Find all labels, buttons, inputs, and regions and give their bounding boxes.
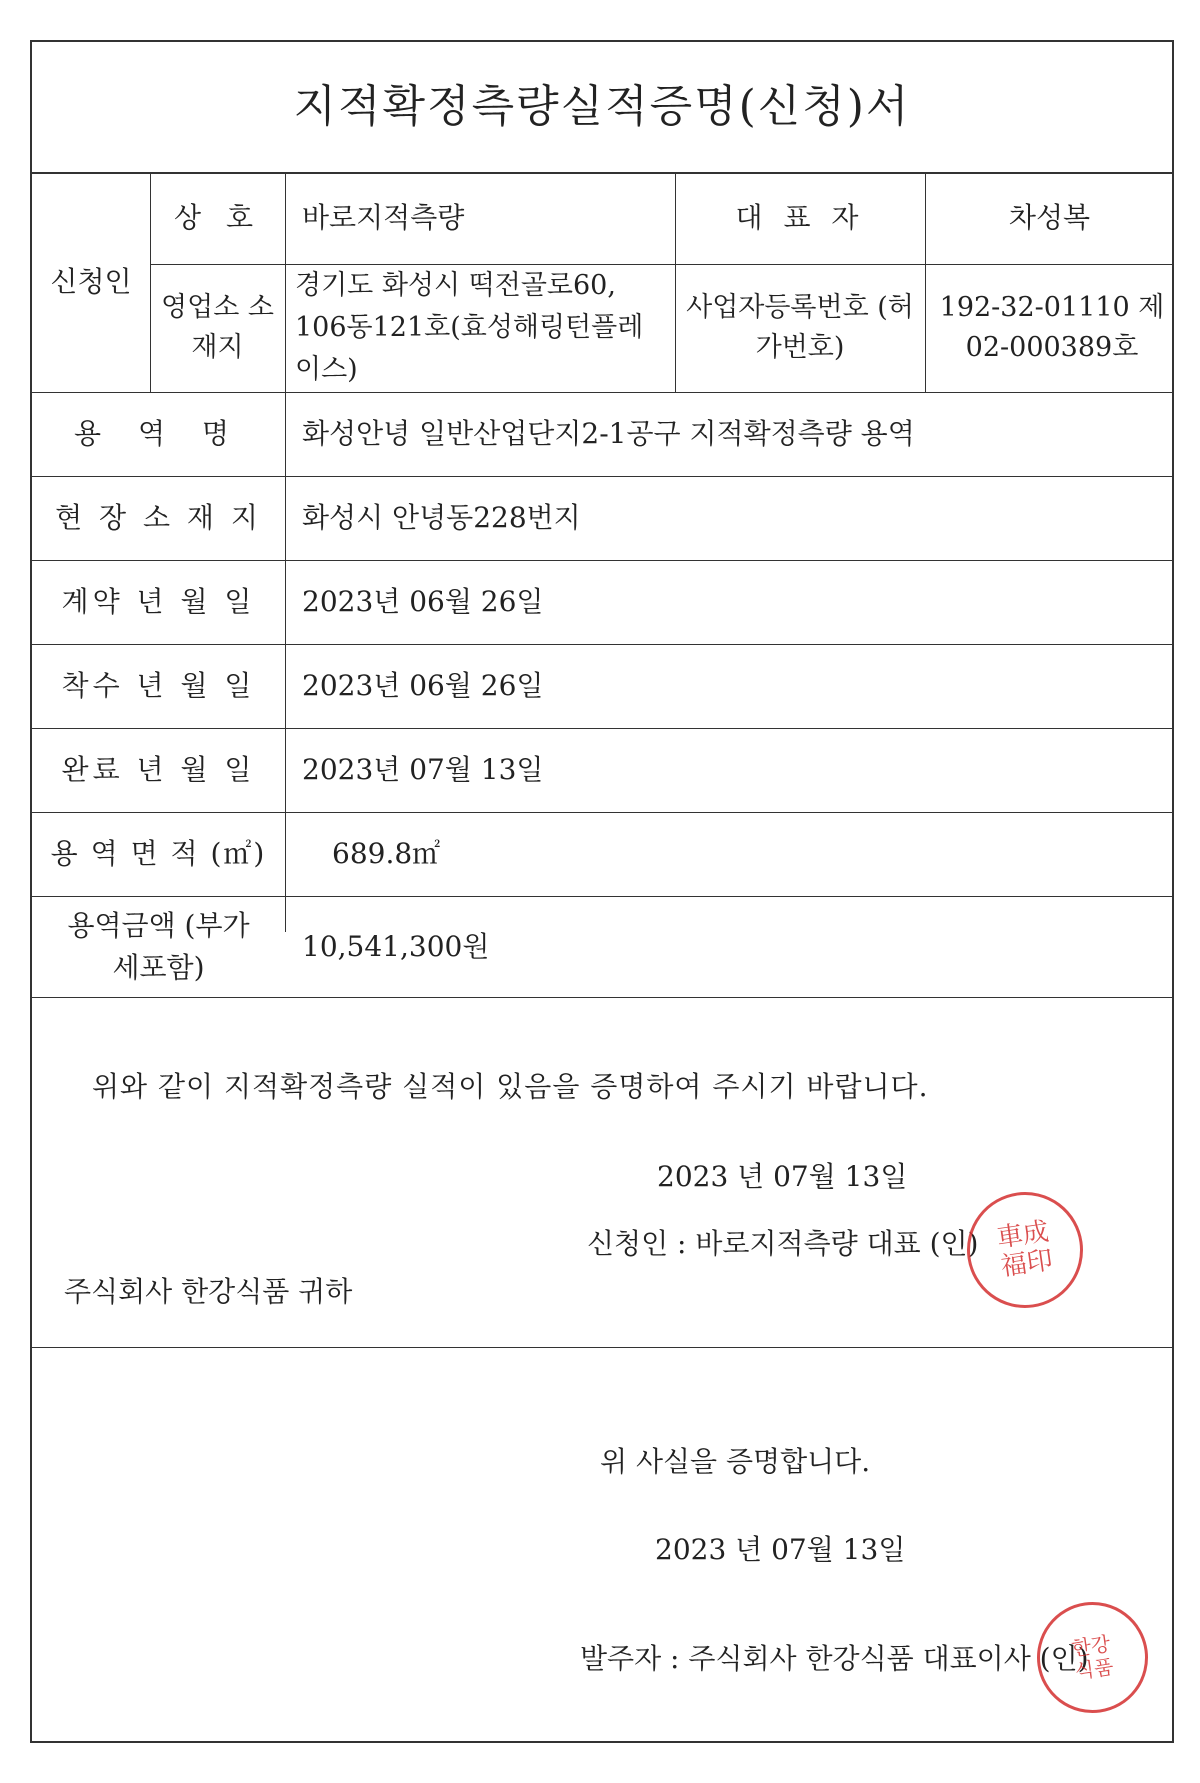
certify-statement: 위 사실을 증명합니다. <box>600 1445 871 1478</box>
applicant-group-label: 신청인 <box>50 265 132 298</box>
site-location-label: 현 장 소 재 지 <box>55 501 262 534</box>
registration-number-label: 사업자등록번호 (허가번호) <box>686 291 914 363</box>
request-date: 2023 년 07월 13일 <box>657 1160 908 1193</box>
request-signer: 신청인 : 바로지적측량 대표 (인) <box>587 1227 979 1260</box>
start-date-value: 2023년 06월 26일 <box>302 669 544 702</box>
site-location-value: 화성시 안녕동228번지 <box>302 501 581 534</box>
service-amount-label: 용역금액 (부가세포함) <box>67 908 250 984</box>
representative-label: 대 표 자 <box>735 201 865 234</box>
client-seal-text: 한강식품 <box>1070 1631 1115 1683</box>
contract-date-label: 계약 년 월 일 <box>61 585 256 618</box>
document-title: 지적확정측량실적증명(신청)서 <box>32 42 1172 174</box>
contract-date-value: 2023년 06월 26일 <box>302 585 544 618</box>
addressee: 주식회사 한강식품 귀하 <box>64 1275 353 1308</box>
client-seal-stamp <box>1030 1595 1155 1720</box>
service-area-label: 용 역 면 적 (㎡) <box>50 837 267 870</box>
client-signer: 발주자 : 주식회사 한강식품 대표이사 (인) <box>580 1642 1089 1675</box>
start-date-label: 착수 년 월 일 <box>61 669 256 702</box>
company-label: 상 호 <box>174 201 261 234</box>
request-statement: 위와 같이 지적확정측량 실적이 있음을 증명하여 주시기 바랍니다. <box>92 1070 929 1103</box>
service-area-value: 689.8㎡ <box>332 837 441 870</box>
applicant-seal-stamp <box>959 1184 1090 1315</box>
company-value: 바로지적측량 <box>302 201 465 234</box>
applicant-seal-text: 車成福印 <box>995 1217 1055 1283</box>
registration-number-value: 192-32-01110 제02-000389호 <box>939 291 1165 363</box>
certificate-form <box>30 40 1174 1743</box>
certify-date: 2023 년 07월 13일 <box>655 1533 906 1566</box>
office-address-value: 경기도 화성시 떡전골로60, 106동121호(효성해링턴플레이스) <box>295 270 644 385</box>
completion-date-value: 2023년 07월 13일 <box>302 753 544 786</box>
representative-value: 차성복 <box>1008 201 1091 234</box>
service-amount-value: 10,541,300원 <box>302 929 490 963</box>
completion-date-label: 완료 년 월 일 <box>61 753 256 786</box>
office-address-label: 영업소 소재지 <box>161 291 274 363</box>
service-name-value: 화성안녕 일반산업단지2-1공구 지적확정측량 용역 <box>302 417 915 450</box>
service-name-label: 용 역 명 <box>74 417 243 450</box>
